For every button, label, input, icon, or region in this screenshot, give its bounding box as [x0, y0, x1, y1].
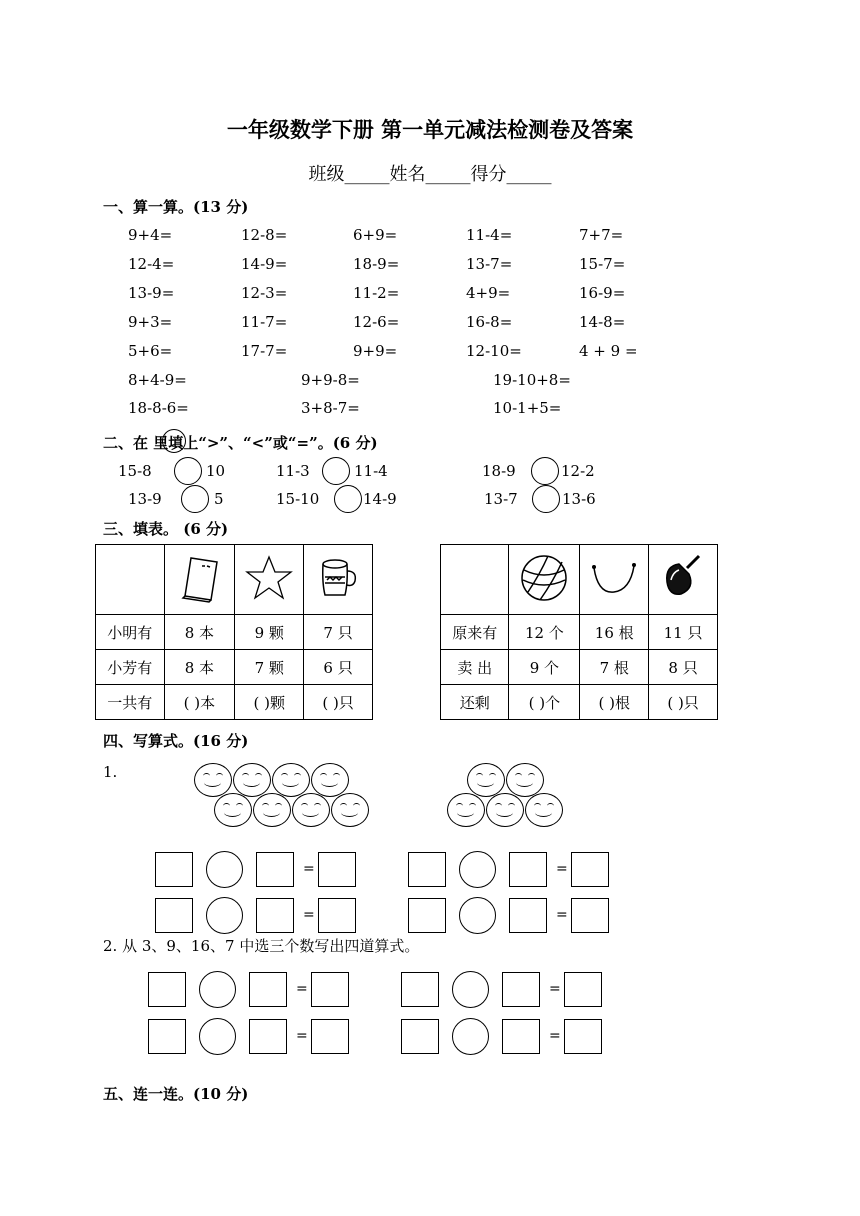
table-cell: 7 只 [304, 615, 373, 650]
operator-circle[interactable] [459, 897, 496, 934]
paddle-icon [649, 545, 718, 615]
section2-heading: 二、在 里填上“>”、“<”或“=”。(6 分) [103, 434, 378, 452]
table-cell: 8 本 [164, 650, 235, 685]
answer-box[interactable] [155, 852, 193, 887]
arithmetic-item: 11-2= [353, 284, 400, 302]
table-row [441, 615, 718, 650]
compare-answer-circle[interactable] [181, 485, 209, 513]
compare-right: 14-9 [363, 490, 397, 508]
fill-table-1 [95, 544, 373, 720]
arithmetic-item: 16-8= [466, 313, 513, 331]
arithmetic-item: 9+9-8= [301, 371, 360, 389]
compare-left: 15-8 [118, 462, 152, 480]
equals-sign: = [303, 861, 315, 877]
row-label: 卖 出 [441, 650, 509, 685]
smiley-face-icon [253, 793, 291, 827]
compare-left: 13-7 [484, 490, 518, 508]
row-label: 小芳有 [96, 650, 165, 685]
question-1-number: 1. [103, 763, 118, 781]
answer-box[interactable] [408, 898, 446, 933]
student-info-line: 班级_____姓名_____得分_____ [308, 164, 552, 185]
compare-answer-circle[interactable] [174, 457, 202, 485]
table-cell: 8 只 [649, 650, 718, 685]
arithmetic-item: 6+9= [353, 226, 398, 244]
arithmetic-item: 12-6= [353, 313, 400, 331]
page-title: 一年级数学下册 第一单元减法检测卷及答案 [226, 117, 634, 142]
table-cell[interactable]: ( )颗 [235, 685, 304, 720]
answer-box[interactable] [249, 1019, 287, 1054]
arithmetic-item: 17-7= [241, 342, 288, 360]
equals-sign: = [556, 861, 568, 877]
table-cell: 9 颗 [235, 615, 304, 650]
arithmetic-item: 11-4= [466, 226, 513, 244]
section1-heading: 一、算一算。(13 分) [103, 198, 249, 216]
compare-right: 12-2 [561, 462, 595, 480]
equals-sign: = [549, 981, 561, 997]
section5-heading: 五、连一连。(10 分) [103, 1085, 249, 1103]
equals-sign: = [303, 907, 315, 923]
arithmetic-item: 9+4= [128, 226, 173, 244]
arithmetic-item: 16-9= [579, 284, 626, 302]
table-row [441, 650, 718, 685]
heading-circle-icon [162, 429, 186, 453]
cup-icon [304, 545, 373, 615]
compare-answer-circle[interactable] [531, 457, 559, 485]
row-label: 小明有 [96, 615, 165, 650]
answer-box[interactable] [311, 1019, 349, 1054]
rope-icon [580, 545, 649, 615]
equals-sign: = [549, 1028, 561, 1044]
section4-heading: 四、写算式。(16 分) [103, 732, 249, 750]
equals-sign: = [296, 981, 308, 997]
smiley-face-icon [447, 793, 485, 827]
table-cell[interactable]: ( )只 [304, 685, 373, 720]
answer-box[interactable] [155, 898, 193, 933]
smiley-face-icon [506, 763, 544, 797]
arithmetic-item: 15-7= [579, 255, 626, 273]
arithmetic-item: 9+9= [353, 342, 398, 360]
table-cell[interactable]: ( )只 [649, 685, 718, 720]
arithmetic-item: 12-3= [241, 284, 288, 302]
arithmetic-item: 14-8= [579, 313, 626, 331]
arithmetic-item: 13-7= [466, 255, 513, 273]
equals-sign: = [556, 907, 568, 923]
smiley-face-icon [331, 793, 369, 827]
compare-left: 15-10 [276, 490, 320, 508]
table-cell: 11 只 [649, 615, 718, 650]
table-cell: 7 根 [580, 650, 649, 685]
table2-corner [441, 545, 509, 615]
table-row [96, 685, 373, 720]
smiley-face-icon [467, 763, 505, 797]
answer-box[interactable] [571, 898, 609, 933]
compare-right: 10 [206, 462, 226, 480]
arithmetic-item: 11-7= [241, 313, 288, 331]
answer-box[interactable] [256, 898, 294, 933]
answer-box[interactable] [571, 852, 609, 887]
smiley-face-icon [233, 763, 271, 797]
ball-icon [509, 545, 580, 615]
answer-box[interactable] [408, 852, 446, 887]
book-icon [164, 545, 235, 615]
smiley-face-icon [272, 763, 310, 797]
arithmetic-item: 19-10+8= [493, 371, 571, 389]
table-cell[interactable]: ( )本 [164, 685, 235, 720]
table-row [96, 615, 373, 650]
smiley-face-icon [292, 793, 330, 827]
operator-circle[interactable] [206, 851, 243, 888]
answer-box[interactable] [564, 972, 602, 1007]
compare-left: 18-9 [482, 462, 516, 480]
answer-box[interactable] [509, 852, 547, 887]
table1-corner [96, 545, 165, 615]
arithmetic-item: 3+8-7= [301, 399, 360, 417]
compare-answer-circle[interactable] [334, 485, 362, 513]
answer-box[interactable] [311, 972, 349, 1007]
answer-box[interactable] [318, 898, 356, 933]
compare-right: 13-6 [562, 490, 596, 508]
arithmetic-item: 14-9= [241, 255, 288, 273]
smiley-face-icon [194, 763, 232, 797]
answer-box[interactable] [256, 852, 294, 887]
answer-box[interactable] [509, 898, 547, 933]
smiley-face-icon [311, 763, 349, 797]
arithmetic-item: 5+6= [128, 342, 173, 360]
compare-right: 11-4 [354, 462, 388, 480]
arithmetic-item: 18-9= [353, 255, 400, 273]
table-cell: 6 只 [304, 650, 373, 685]
table-cell: 12 个 [509, 615, 580, 650]
table-cell: 16 根 [580, 615, 649, 650]
operator-circle[interactable] [199, 971, 236, 1008]
arithmetic-item: 12-8= [241, 226, 288, 244]
arithmetic-item: 10-1+5= [493, 399, 562, 417]
row-label: 原来有 [441, 615, 509, 650]
answer-box[interactable] [148, 972, 186, 1007]
table-cell: 8 本 [164, 615, 235, 650]
row-label: 一共有 [96, 685, 165, 720]
arithmetic-item: 12-10= [466, 342, 522, 360]
smiley-face-icon [486, 793, 524, 827]
star-icon [235, 545, 304, 615]
arithmetic-item: 4+9= [466, 284, 511, 302]
answer-box[interactable] [502, 972, 540, 1007]
question-2-text: 2. 从 3、9、16、7 中选三个数写出四道算式。 [103, 937, 420, 955]
compare-left: 11-3 [276, 462, 310, 480]
operator-circle[interactable] [452, 1018, 489, 1055]
section3-heading: 三、填表。 (6 分) [103, 520, 229, 538]
compare-answer-circle[interactable] [532, 485, 560, 513]
equals-sign: = [296, 1028, 308, 1044]
operator-circle[interactable] [452, 971, 489, 1008]
answer-box[interactable] [148, 1019, 186, 1054]
arithmetic-item: 18-8-6= [128, 399, 189, 417]
table-cell[interactable]: ( )个 [509, 685, 580, 720]
arithmetic-item: 9+3= [128, 313, 173, 331]
answer-box[interactable] [564, 1019, 602, 1054]
arithmetic-item: 8+4-9= [128, 371, 187, 389]
answer-box[interactable] [502, 1019, 540, 1054]
table-cell: 9 个 [509, 650, 580, 685]
operator-circle[interactable] [459, 851, 496, 888]
operator-circle[interactable] [206, 897, 243, 934]
compare-right: 5 [214, 490, 224, 508]
table-row [96, 650, 373, 685]
smiley-face-icon [525, 793, 563, 827]
operator-circle[interactable] [199, 1018, 236, 1055]
arithmetic-item: 7+7= [579, 226, 624, 244]
arithmetic-item: 13-9= [128, 284, 175, 302]
table-row [441, 685, 718, 720]
answer-box[interactable] [401, 1019, 439, 1054]
compare-answer-circle[interactable] [322, 457, 350, 485]
row-label: 还剩 [441, 685, 509, 720]
smiley-face-icon [214, 793, 252, 827]
compare-left: 13-9 [128, 490, 162, 508]
table-cell[interactable]: ( )根 [580, 685, 649, 720]
arithmetic-item: 12-4= [128, 255, 175, 273]
fill-table-2 [440, 544, 718, 720]
answer-box[interactable] [401, 972, 439, 1007]
answer-box[interactable] [249, 972, 287, 1007]
table-cell: 7 颗 [235, 650, 304, 685]
answer-box[interactable] [318, 852, 356, 887]
arithmetic-item: 4 + 9 = [579, 342, 638, 360]
